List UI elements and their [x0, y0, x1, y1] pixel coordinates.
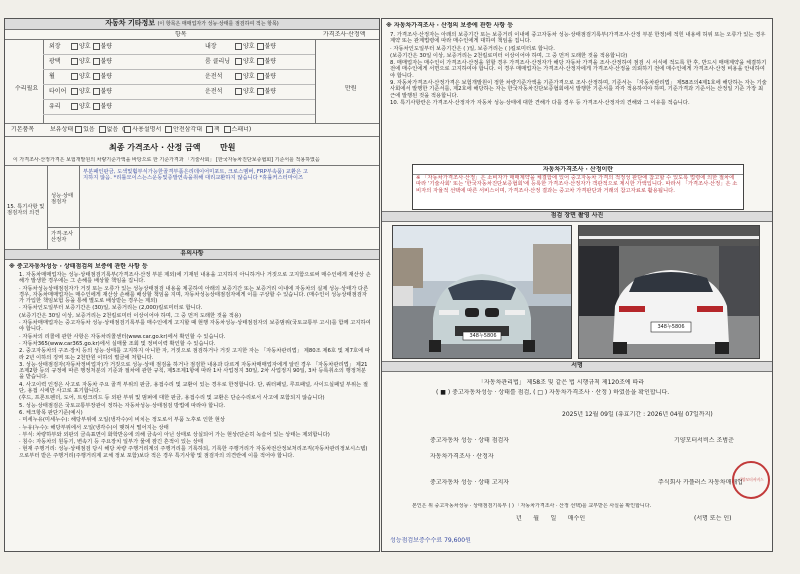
left-paras-item-9: 3. 성능·상태점검자(자동차정비업자)가 거짓으로 성능·상태 점검을 하거나 점검한 내용과 다르게 자동차매매업자에게 알린 경우 「자동차관리법」 제21조제2항 등의 규정에 따른 행정처분의 기준과 절차에 관한 규칙, 제5조제1항에 따라 1차 사업정지 30일, 2차 사업정지 90일, 3차 등록취소의 행정처분을 받습니다. — [19, 361, 368, 381]
right-paragraphs — [390, 32, 768, 107]
right-paras-item-5: 9. 자동차가격조사·산정가격은 보험개발원이 정한 차량기준가액을 기준가격으로 조사·산정하며, 기준서는 「자동차관리법」 제58조의4제1호에 해당하는 자는 기술사회에서 발행한 기준서를, 제2호에 해당하는 자는 한국자동차진단보증협회에서 발행한 기준서를 각각 적용하여야 하며, 기준가격과 기준서는 산정일 기준 가장 최근에 발행된 것을 적용합니다. — [390, 80, 767, 99]
left-paras-item-7: · 자동차365(www.car365.go.kr)에서 실매물 조회 및 정비이력 확인할 수 있습니다. — [19, 340, 216, 347]
special-text: 부분패인판금, 도색및휠부식가능한골격부품은리데이어미포트, 크로스멤버, FRP부속품) 교환은 고지하지 않음. *리틀모이스는스운동및증발연속을취해 대리교환하지 않습니다 *휴률커스터마이즈 — [83, 169, 309, 182]
sign-or-seal-label: (서명 또는 인) — [694, 515, 732, 522]
front-car-photo — [392, 225, 572, 359]
repair-row-b-1: 내장 양호 불량 — [205, 43, 277, 50]
left-paras-item-10: 4. 사고이력 인정은 사고로 자동차 주요 골격 부위의 판금, 용접수리 및 교환이 있는 경우로 한정합니다. 단, 쿼터패널, 루프패널, 사이드실패널 부위는 절단, 용접 시에만 사고로 표기합니다. — [19, 381, 369, 395]
unit-label: 만원 — [345, 85, 357, 92]
left-paras-item-12: 5. 성능·상태점검은 국토교통부장관이 정하는 자동차성능·상태점검 방법에 따라야 합니다. — [19, 402, 226, 409]
left-paras-item-15: · 누유(누수): 해당부위에서 오일(냉각수)이 맺혀서 떨어지는 상태 — [19, 424, 169, 431]
basic-label: 기본품목 — [11, 126, 35, 133]
right-paras-item-4: 8. 매매업자는 매수인이 가격조사·산정을 원할 경우 가격조사·산정자가 해당 자동차 가격을 조사·산정하여 점검 시 서식에 적도록 한 후, 반드시 매매계약을 체결하기 전에 매수인에게 서면으로 고지하여야 합니다. 이 경우 매매업자는 가격조사·산정자에게 가격조사·산정을 의뢰하기 전에 매수인에게 가격조사·산정 비용을 안내하여야 합니다. — [390, 60, 767, 79]
repair-row-5: 유리 양호 불량 — [49, 103, 113, 110]
left-section-title: ※ 중고자동차성능 · 상태점검의 보증에 관한 사항 등 — [9, 263, 148, 270]
price-note-box — [412, 164, 744, 210]
rear-plate: 348누5806 — [657, 324, 685, 330]
special-sub-inspector: 성능·상태 점검자 — [51, 193, 74, 206]
right-paras-item-3: (보증기간은 30일 이상, 보증거리는 2천킬로미터 이상이어야 하며, 그 중 먼저 도래한 것을 적용합니다) — [390, 52, 628, 59]
repair-row-2: 광택 양호 불량 — [49, 58, 113, 65]
left-paras-item-14: · 미세누유(미세누수): 해당부위에 오일(냉각수)이 비치는 정도로서 부품 노후로 인한 현상 — [19, 417, 225, 424]
notifier-name: 주식회사 카플러스 자동차매매업 — [658, 479, 743, 486]
final-price-note: 이 가격조사·산정가격은 보험개발원의 차량기준가액을 바탕으로 한 기준가격과 「기술사회」 [한국자동차진단보증협회] 기준서를 적용하였음 — [13, 157, 320, 163]
special-label: 15. 특기사항 및 점검자의 의견 — [7, 204, 45, 217]
right-section-title: ※ 자동차가격조사 · 산정의 보증에 관한 사항 등 — [386, 22, 514, 29]
right-paras-item-1: 7. 가격조사·산정자는 아래의 보증기간 또는 보증거리 이내에 중고자동차 성능·상태점검기록부(가격조사·산정 부분 한정)에 적힌 내용에 허위 또는 오류가 있는 경우 계약 또는 관계법령에 따라 매수인에게 대하여 책임을 집니다. — [390, 32, 766, 45]
left-column — [4, 18, 380, 552]
fee-text: 성능점검보증수수료 79,600원 — [390, 537, 471, 544]
left-paras-item-11: (후드, 프론트펜더, 도어, 트렁크리드 등 외판 부위 및 범퍼에 대한 판금, 용접수리 및 교환은 단순수리로서 사고에 포함되지 않습니다) — [19, 395, 325, 402]
repair-row-3: 휠 양호 불량 — [49, 73, 113, 80]
other-info-title: 자동차 기타정보 — [105, 19, 156, 27]
repair-row-b-3: 운전석 양호 불량 — [205, 73, 277, 80]
left-paras-item-1: 1. 자동차매매업자는 성능·상태점검기록부(가격조사·산정 부분 제외)에 기재된 내용을 고지하지 아니하거나 거짓으로 고지함으로써 매수인에게 재산상 손해가 발생한 경우에는 그 손해를 배상할 책임을 집니다. — [19, 272, 371, 285]
receipt-date: 년 월 일 매수인 — [516, 515, 586, 522]
sign-text-1: 「자동차관리법」 제58조 및 같은 법 시행규칙 제120조에 따라 — [478, 379, 645, 386]
right-paras-item-6: 10. 특기사항란은 가격조사·산정자가 자동차 성능·상태에 대한 견해가 다를 경우 등 가격조사·산정자의 견해와 그 이유를 적습니다. — [390, 99, 690, 106]
seal-stamp: 기양모터서비스 — [732, 461, 770, 499]
right-column — [381, 18, 773, 552]
repair-row-b-2: 룸 클리닝 양호 불량 — [205, 58, 277, 65]
left-paras-item-18: · 현재 주행거리: 성능·상태점검 당시 해당 차량 주행거리계의 주행거리를 기록하되, 기록한 주행거리가 자동차전산정보처리조직(자동차관리정보시스템)으로부터 받은 주행거리(주행거리계 교체 정보 포함)보다 적은 경우 특기사항 및 점검자의 의견란에 이를 적어야 합니다. — [19, 446, 368, 459]
left-paras-item-6: · 자동차의 리콜에 관한 사항은 자동차리콜센터(www.car.go.kr)에서 확인할 수 있습니다. — [19, 333, 226, 340]
left-paras-item-5: · 자동차매매업자는 중고자동차 성능·상태점검기록부를 매수인에게 고지할 때 현행 자동차성능·상태점검자의 보증범위(국토교통부 고시)를 함께 고지하여야 합니다. — [19, 320, 371, 333]
other-info-header — [5, 19, 379, 30]
repair-row-4: 타이어 양호 불량 — [49, 88, 113, 95]
notice-header: 유의사항 — [5, 250, 379, 260]
special-sub-pricer: 가격·조사 산정자 — [51, 231, 74, 244]
left-paras-item-17: · 침수: 자동차의 원동기, 변속기 등 주요장치 일부가 물에 잠긴 흔적이 있는 상태 — [19, 439, 203, 446]
repair-label: 수리필요 — [15, 85, 39, 92]
price-note-text: ※ 「자동차가격조사·산정」은 소비자가 매매계약을 체결함에 있어 중고자동차 가격의 적정성 판단에 참고할 수 있도록 법령에 의한 절차에 따라 '기술사회' 또는 '한국자동차진단보증협회'에 등록한 가격조사·산정자가 객관적으로 제시한 가액입니다. 따라서 「가격조사·산정」은 소비자의 자율적 선택에 따른 서비스이며, 가격조사·산정 결과는 중고차 가격판단과 거래의 참고자료로 활용됩니다. — [416, 175, 738, 194]
left-paras-item-4: (보증기간은 30일 이상, 보증거리는 2천킬로미터 이상이어야 하며, 그 중 먼저 도래한 것을 적용) — [19, 312, 242, 319]
repair-row-b-4: 운전석 양호 불량 — [205, 88, 277, 95]
inspector-label: 중고자동차 성능 · 상태 점검자 — [430, 437, 510, 444]
rear-car-photo — [578, 225, 760, 359]
repair-row-1: 외장 양호 불량 — [49, 43, 113, 50]
right-paras-item-2: · 자동차인도일부터 보증기간은 ( )일, 보증거리는 ( )킬로미터로 합니다. — [390, 45, 555, 52]
other-info-note: (이 항목은 매매업자가 성능·상태를 점검하여 적는 항목) — [157, 21, 279, 27]
basic-items: 보유상태 있음 없음 ( 사용설명서 안전삼각대 잭 스패너) — [50, 126, 252, 133]
left-paras-item-2: · 자동차성능상태점검자가 거짓 또는 오류가 있는 성능상태점검 내용을 제공하여 아래의 보증기간 또는 보증거리 이내에 자동차의 실제 성능·상태가 다른 경우, 자동차매매업자는 매수인에게 재산상 손해를 배상할 책임을 지며, 자동차성능상태점검자에게 이를 구상할 수 있습니다. (매수인이 성능상태점검자가 가입한 책임보험 등을 통해 별도로 배상받는 경우는 제외) — [19, 285, 369, 305]
sign-date — [562, 411, 713, 418]
col-item: 항목 — [175, 31, 187, 38]
photo-header: 점검 장면 촬영 사진 — [382, 212, 772, 222]
sign-text-2: ( ■ ) 중고자동차성능 · 상태를 점검, ( □ ) 자동차가격조사 · 산정 ) 하였음을 확인합니다. — [436, 389, 670, 396]
pricer-label: 자동차가격조사 · 산정자 — [430, 453, 494, 460]
left-paras-item-8: 2. 중고자동차의 구조·장치 등의 성능·상태를 고지하지 아니한 자, 거짓으로 점검하거나 거짓 고지한 자는 「자동차관리법」 제80조 제6호 및 제7호에 따라 2년 이하의 징역 또는 2천만원 이하의 벌금에 처합니다. — [19, 348, 371, 361]
check-date: 2025년 12월 09일 — [562, 411, 614, 418]
col-price: 가격조사·산정액 — [323, 31, 366, 38]
left-paras-item-3: · 자동차인도일부터 보증기간은 (30)일, 보증거리는 (2,000)킬로미터로 합니다. — [19, 305, 203, 312]
valid-date: 2026년 04월 07일까지) — [647, 411, 713, 418]
left-paras-item-16: · 부식: 차량하부와 외판의 금속표면이 화학반응에 의해 금속이 아닌 상태로 상실되어 가는 현상(단순히 녹슬어 있는 상태는 제외합니다) — [19, 431, 330, 438]
valid-label: (유효기간 : — [615, 411, 646, 418]
left-paragraphs — [19, 272, 371, 460]
left-paras-item-13: 6. 체크항목 판단기준(예시) — [19, 409, 83, 416]
front-plate: 348누5806 — [469, 333, 497, 339]
rear-car-photo-svg — [579, 226, 759, 358]
inspector-name: 기양모터서비스 조범춘 — [674, 437, 734, 444]
sign-header: 서명 — [382, 362, 772, 372]
notifier-label: 중고자동차 성능 · 상태 고지자 — [430, 479, 510, 486]
receipt-text: 본인은 위 중고자동차성능 · 상태점검기록부 ( ) 「자동차가격조사 · 산정 선택)를 교부받은 사실을 확인합니다. — [412, 503, 652, 509]
price-note-title: 자동차가격조사 · 산정이란 — [413, 166, 743, 175]
final-price-label: 최종 가격조사 · 산정 금액 만원 — [109, 143, 236, 152]
